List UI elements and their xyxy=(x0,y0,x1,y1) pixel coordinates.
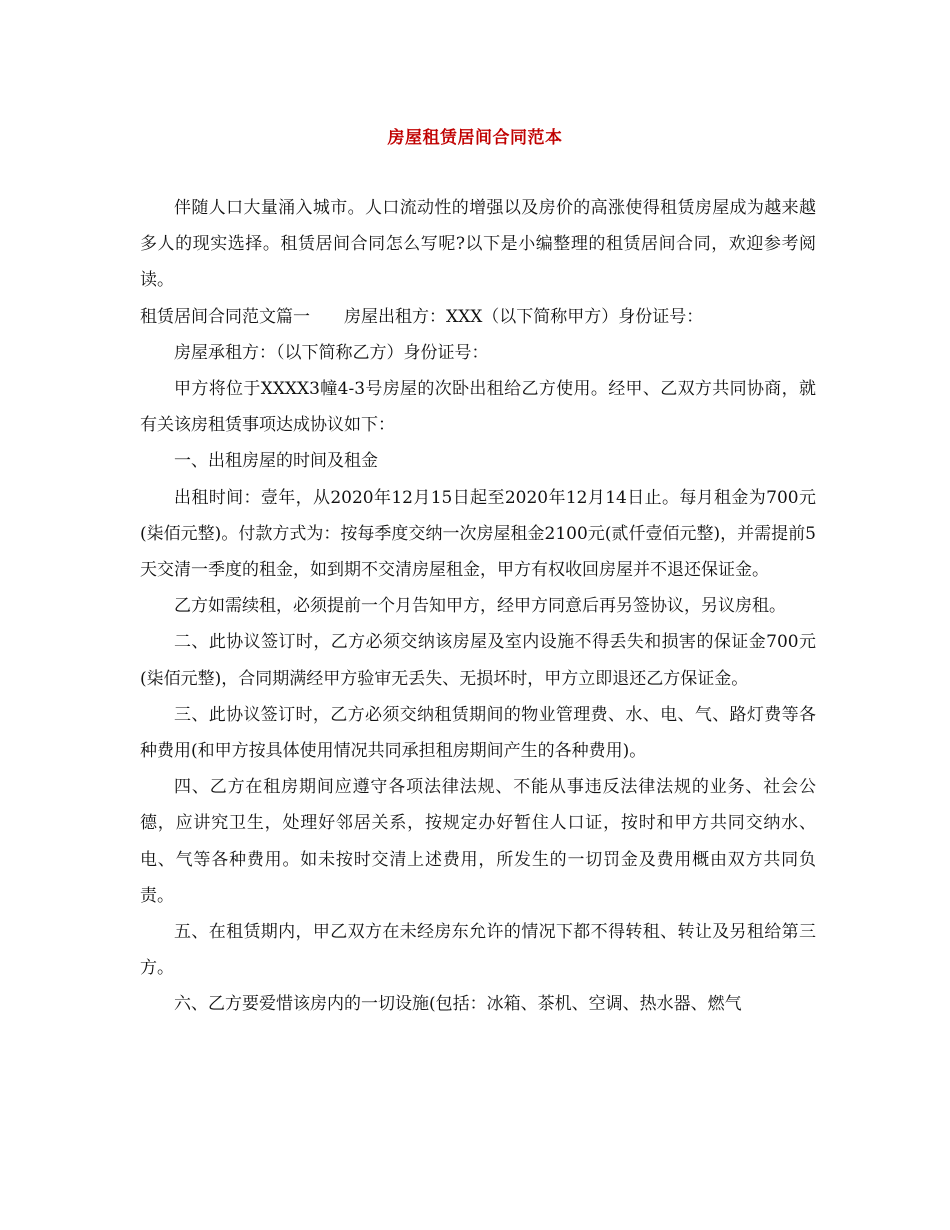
clause-fees: 三、此协议签订时，乙方必须交纳租赁期间的物业管理费、水、电、气、路灯费等各种费用(和甲方按具体使用情况共同承担租房期间产生的各种费用)。 xyxy=(140,704,816,762)
paragraph-lessor: 租赁居间合同范文篇一 房屋出租方：XXX（以下简称甲方）身份证号： xyxy=(140,306,704,327)
paragraph-intro: 伴随人口大量涌入城市。人口流动性的增强以及房价的高涨使得租赁房屋成为越来越多人的现实选择。租赁居间合同怎么写呢?以下是小编整理的租赁居间合同，欢迎参考阅读。 xyxy=(140,198,816,291)
clause-deposit: 二、此协议签订时，乙方必须交纳该房屋及室内设施不得丢失和损害的保证金700元(柒佰元整)，合同期满经甲方验审无丢失、无损坏时，甲方立即退还乙方保证金。 xyxy=(140,632,816,689)
paragraph-renewal: 乙方如需续租，必须提前一个月告知甲方，经甲方同意后再另签协议，另议房租。 xyxy=(174,596,786,617)
section-heading-term-and-rent: 一、出租房屋的时间及租金 xyxy=(174,451,378,472)
paragraph-premises: 甲方将位于XXXX3幢4-3号房屋的次卧出租给乙方使用。经甲、乙双方共同协商，就有关该房租赁事项达成协议如下： xyxy=(140,379,816,436)
clause-conduct: 四、乙方在租房期间应遵守各项法律法规、不能从事违反法律法规的业务、社会公德，应讲究卫生，处理好邻居关系，按规定办好暂住人口证，按时和甲方共同交纳水、电、气等各种费用。如未按时交清上述费用，所发生的一切罚金及费用概由双方共同负责。 xyxy=(140,777,816,906)
document-title: 房屋租赁居间合同范本 xyxy=(387,128,563,148)
clause-facilities: 六、乙方要爱惜该房内的一切设施(包括：冰箱、茶机、空调、热水器、燃气 xyxy=(174,994,742,1015)
paragraph-lessee: 房屋承租方：（以下简称乙方）身份证号： xyxy=(174,342,489,363)
document-body xyxy=(140,190,816,1023)
paragraph-rent-terms: 出租时间：壹年，从2020年12月15日起至2020年12月14日止。每月租金为700元(柒佰元整)。付款方式为：按每季度交纳一次房屋租金2100元(贰仟壹佰元整)，并需提前5天交清一季度的租金，如到期不交清房屋租金，甲方有权收回房屋并不退还保证金。 xyxy=(140,487,816,581)
clause-sublet: 五、在租赁期内，甲乙双方在未经房东允许的情况下都不得转租、转让及另租给第三方。 xyxy=(140,922,816,979)
